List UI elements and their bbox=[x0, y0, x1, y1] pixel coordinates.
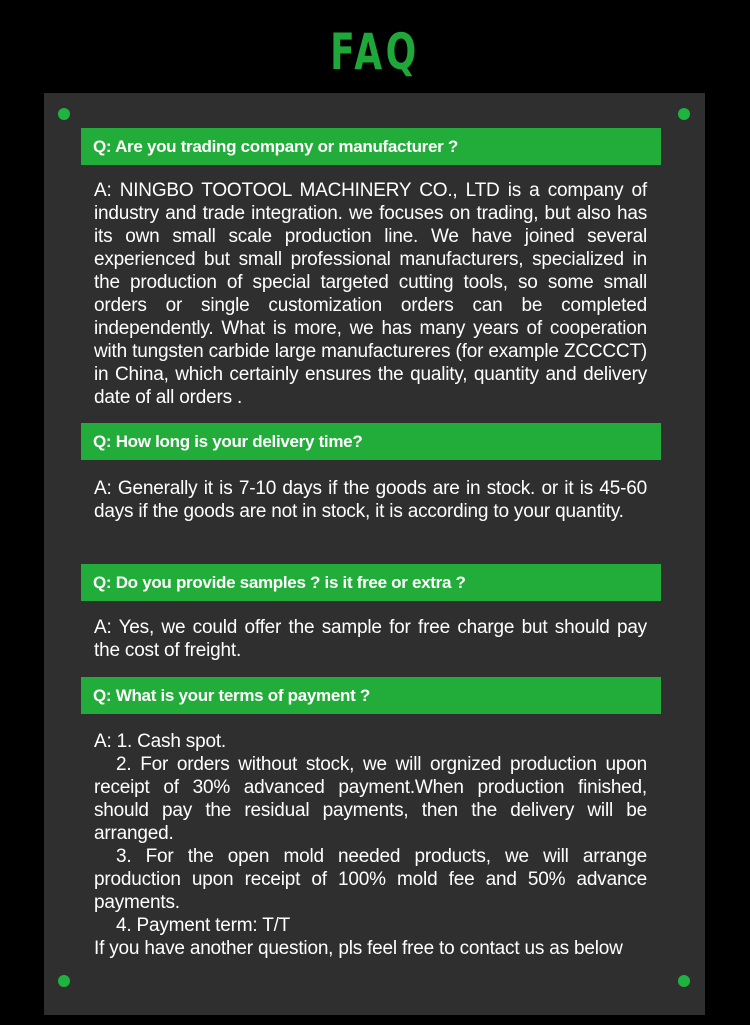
question-bar-2: Q: How long is your delivery time? bbox=[81, 423, 661, 460]
question-bar-3: Q: Do you provide samples ? is it free or extra ? bbox=[81, 564, 661, 601]
answer-text: A: NINGBO TOOTOOL MACHINERY CO., LTD is a company of industry and trade integration. we focuses on trading, but also has its own small scale production line. We have joined several experienced but small professional manufacturers, specialized in the production of special targeted cutting tools, so some small orders or single customization orders can be completed independently. What is more, we has many years of cooperation with tungsten carbide large manufactureres (for example ZCCCCT) in China, which certainly ensures the quality, quantity and delivery date of all orders . bbox=[94, 180, 647, 408]
corner-dot-icon bbox=[678, 108, 690, 120]
page-title: FAQ bbox=[330, 23, 420, 81]
contact-note: If you have another question, pls feel free to contact us as below bbox=[94, 938, 623, 959]
answer-1 bbox=[94, 179, 647, 409]
corner-dot-icon bbox=[678, 975, 690, 987]
answer-3 bbox=[94, 616, 647, 662]
answer-line: A: 1. Cash spot. bbox=[94, 731, 226, 752]
corner-dot-icon bbox=[58, 975, 70, 987]
answer-line: 4. Payment term: T/T bbox=[116, 915, 291, 936]
answer-text: A: Yes, we could offer the sample for free charge but should pay the cost of freight. bbox=[94, 617, 647, 661]
corner-dot-icon bbox=[58, 108, 70, 120]
answer-text: A: Generally it is 7-10 days if the goods are in stock. or it is 45-60 days if the goods are not in stock, it is according to your quantity. bbox=[94, 478, 647, 522]
faq-panel bbox=[44, 93, 705, 1015]
answer-2 bbox=[94, 477, 647, 523]
answer-line: 2. For orders without stock, we will orgnized production upon receipt of 30% advanced payment.When production finished, should pay the residual payments, then the delivery will be arranged. bbox=[94, 754, 647, 844]
answer-4 bbox=[94, 730, 647, 960]
question-bar-1: Q: Are you trading company or manufacturer ? bbox=[81, 128, 661, 165]
question-bar-4: Q: What is your terms of payment ? bbox=[81, 677, 661, 714]
answer-line: 3. For the open mold needed products, we will arrange production upon receipt of 100% mold fee and 50% advance payments. bbox=[94, 846, 647, 913]
